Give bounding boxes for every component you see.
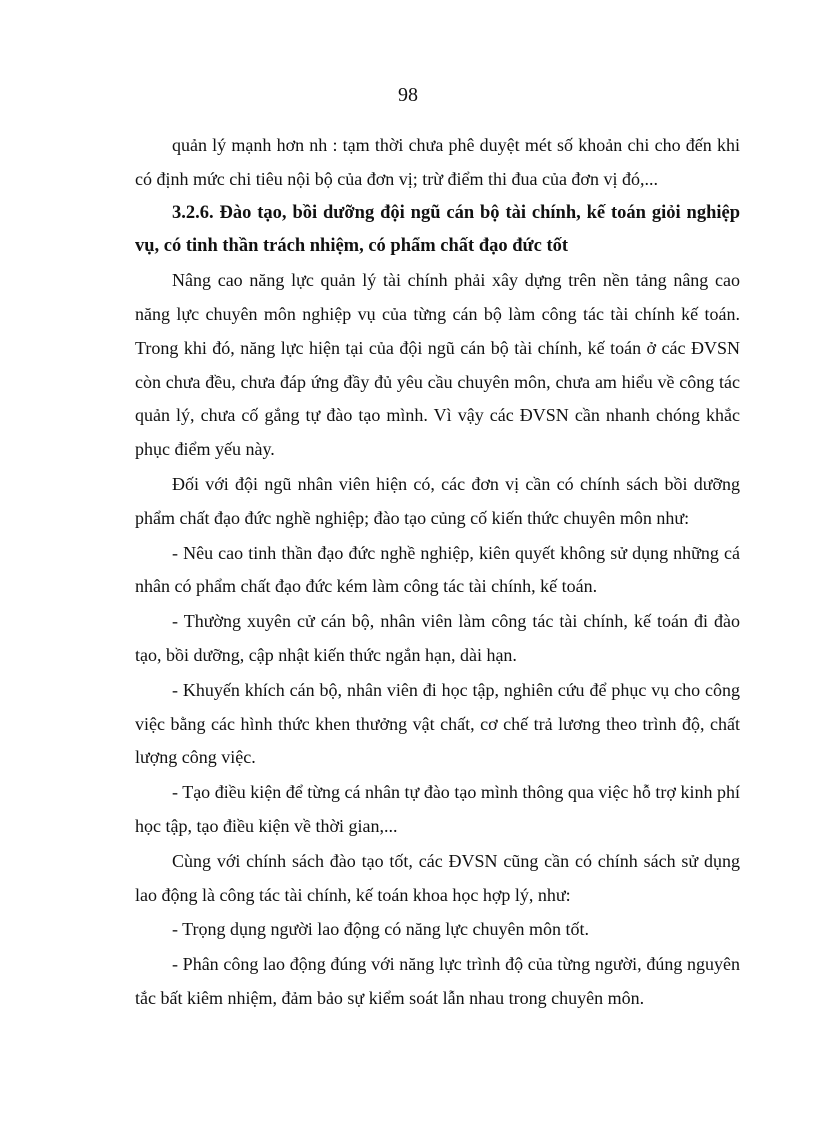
section-heading: 3.2.6. Đào tạo, bồi dưỡng đội ngũ cán bộ tài chính, kế toán giỏi nghiệp vụ, có tinh thần trách nhiệm, có phẩm chất đạo đức tốt: [135, 202, 740, 257]
paragraph-1: Nâng cao năng lực quản lý tài chính phải xây dựng trên nền tảng nâng cao năng lực chuyên môn nghiệp vụ của từng cán bộ làm công tác tài chính kế toán. Trong khi đó, năng lực hiện tại của đội ngũ cán bộ tài chính, kế toán ở các ĐVSN còn chưa đều, chưa đáp ứng đầy đủ yêu cầu chuyên môn, chưa am hiểu về công tác quản lý, chưa cố gắng tự đào tạo mình. Vì vậy các ĐVSN cần nhanh chóng khắc phục điểm yếu này.: [135, 270, 740, 460]
list-item-2: - Thường xuyên cử cán bộ, nhân viên làm công tác tài chính, kế toán đi đào tạo, bồi dưỡng, cập nhật kiến thức ngắn hạn, dài hạn.: [135, 611, 740, 665]
intro-paragraph: quản lý mạnh hơn nh : tạm thời chưa phê duyệt mét số khoản chi cho đến khi có định mức chi tiêu nội bộ của đơn vị; trừ điểm thi đua của đơn vị đó,...: [135, 135, 740, 189]
paragraph-2: Đối với đội ngũ nhân viên hiện có, các đơn vị cần có chính sách bồi dưỡng phẩm chất đạo đức nghề nghiệp; đào tạo củng cố kiến thức chuyên môn như:: [135, 473, 740, 528]
list-item-1: - Nêu cao tinh thần đạo đức nghề nghiệp, kiên quyết không sử dụng những cá nhân có phẩm chất đạo đức kém làm công tác tài chính, kế toán.: [135, 542, 740, 597]
list-item-6: - Phân công lao động đúng với năng lực trình độ của từng người, đúng nguyên tắc bất kiêm nhiệm, đảm bảo sự kiểm soát lẫn nhau trong chuyên môn.: [135, 954, 740, 1008]
page-number: 98: [398, 84, 418, 106]
list-item-3: - Khuyến khích cán bộ, nhân viên đi học tập, nghiên cứu để phục vụ cho công việc bằng các hình thức khen thưởng vật chất, cơ chế trả lương theo trình độ, chất lượng công việc.: [135, 679, 740, 768]
page-body: [135, 129, 740, 1016]
list-item-5: - Trọng dụng người lao động có năng lực chuyên môn tốt.: [172, 919, 589, 940]
list-item-4: - Tạo điều kiện để từng cá nhân tự đào tạo mình thông qua việc hỗ trợ kinh phí học tập, tạo điều kiện về thời gian,...: [135, 782, 740, 836]
paragraph-3: Cùng với chính sách đào tạo tốt, các ĐVSN cũng cần có chính sách sử dụng lao động là công tác tài chính, kế toán khoa học hợp lý, như:: [135, 850, 740, 905]
